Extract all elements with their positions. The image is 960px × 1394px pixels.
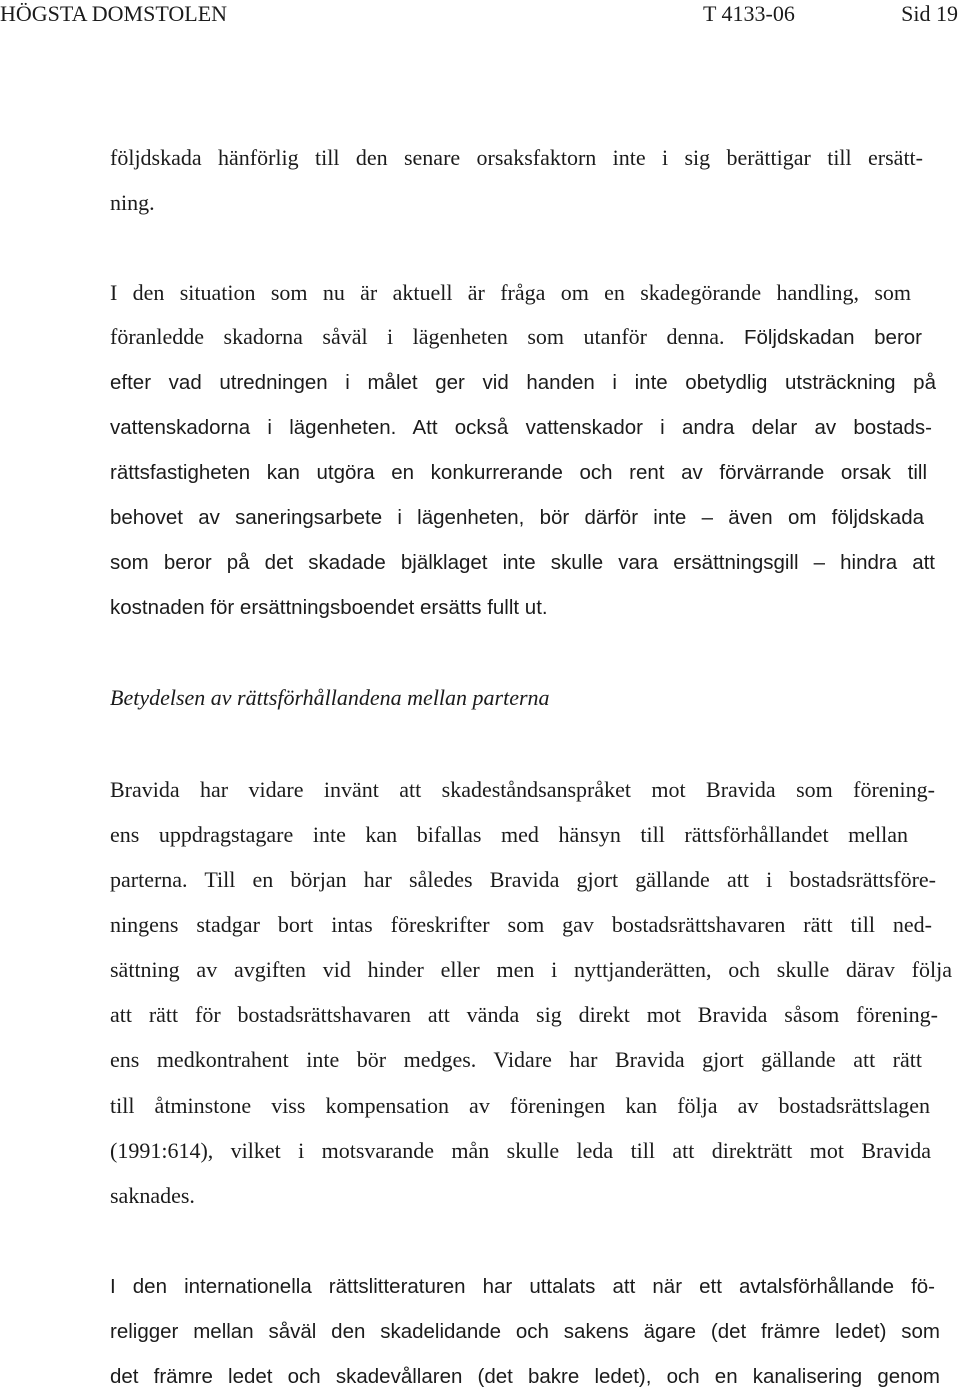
body-line: till åtminstone viss kompensation av föreningen kan följa av bostadsrättslagen	[110, 1093, 930, 1118]
body-line: det främre ledet och skadevållaren (det bakre ledet), och en kanalisering genom	[110, 1365, 940, 1388]
body-line: I den internationella rättslitteraturen har uttalats att när ett avtalsförhållande fö-	[110, 1275, 935, 1298]
body-line: ningens stadgar bort intas föreskrifter som gav bostadsrättshavaren rätt till ned-	[110, 912, 932, 937]
body-line: Bravida har vidare invänt att skadeståndsanspråket mot Bravida som förening-	[110, 777, 935, 802]
body-line: som beror på det skadade bjälklaget inte skulle vara ersättningsgill – hindra att	[110, 551, 935, 574]
body-line: I den situation som nu är aktuell är fråga om en skadegörande handling, som	[110, 280, 911, 305]
body-line: ens uppdragstagare inte kan bifallas med hänsyn till rättsförhållandet mellan	[110, 822, 908, 847]
page-number: Sid 19	[901, 1, 958, 26]
body-line: kostnaden för ersättningsboendet ersätts fullt ut.	[110, 596, 548, 619]
body-line: ens medkontrahent inte bör medges. Vidare har Bravida gjort gällande att rätt	[110, 1047, 922, 1072]
section-heading: Betydelsen av rättsförhållandena mellan parterna	[110, 685, 550, 710]
body-line: sättning av avgiften vid hinder eller men i nyttjanderätten, och skulle därav följa	[110, 957, 952, 982]
body-line: religger mellan såväl den skadelidande och sakens ägare (det främre ledet) som	[110, 1320, 940, 1343]
body-line: följdskada hänförlig till den senare orsaksfaktorn inte i sig berättigar till ersätt-	[110, 145, 923, 170]
body-line: vattenskadorna i lägenheten. Att också vattenskador i andra delar av bostads-	[110, 416, 932, 439]
case-number: T 4133-06	[703, 1, 795, 26]
court-name: HÖGSTA DOMSTOLEN	[0, 1, 228, 26]
body-line: behovet av saneringsarbete i lägenheten, bör därför inte – även om följdskada	[110, 506, 924, 529]
body-line: saknades.	[110, 1183, 195, 1208]
body-line: rättsfastigheten kan utgöra en konkurrerande och rent av förvärrande orsak till	[110, 461, 927, 484]
body-line: föranledde skadorna såväl i lägenheten som utanför denna. Följdskadan beror	[110, 324, 922, 349]
body-line: parterna. Till en början har således Bravida gjort gällande att i bostadsrättsföre-	[110, 867, 936, 892]
body-line: efter vad utredningen i målet ger vid handen i inte obetydlig utsträckning på	[110, 371, 936, 394]
body-line: ning.	[110, 190, 155, 215]
body-line: (1991:614), vilket i motsvarande mån skulle leda till att direkträtt mot Bravida	[110, 1138, 931, 1163]
body-line: att rätt för bostadsrättshavaren att vända sig direkt mot Bravida såsom förening-	[110, 1002, 938, 1027]
